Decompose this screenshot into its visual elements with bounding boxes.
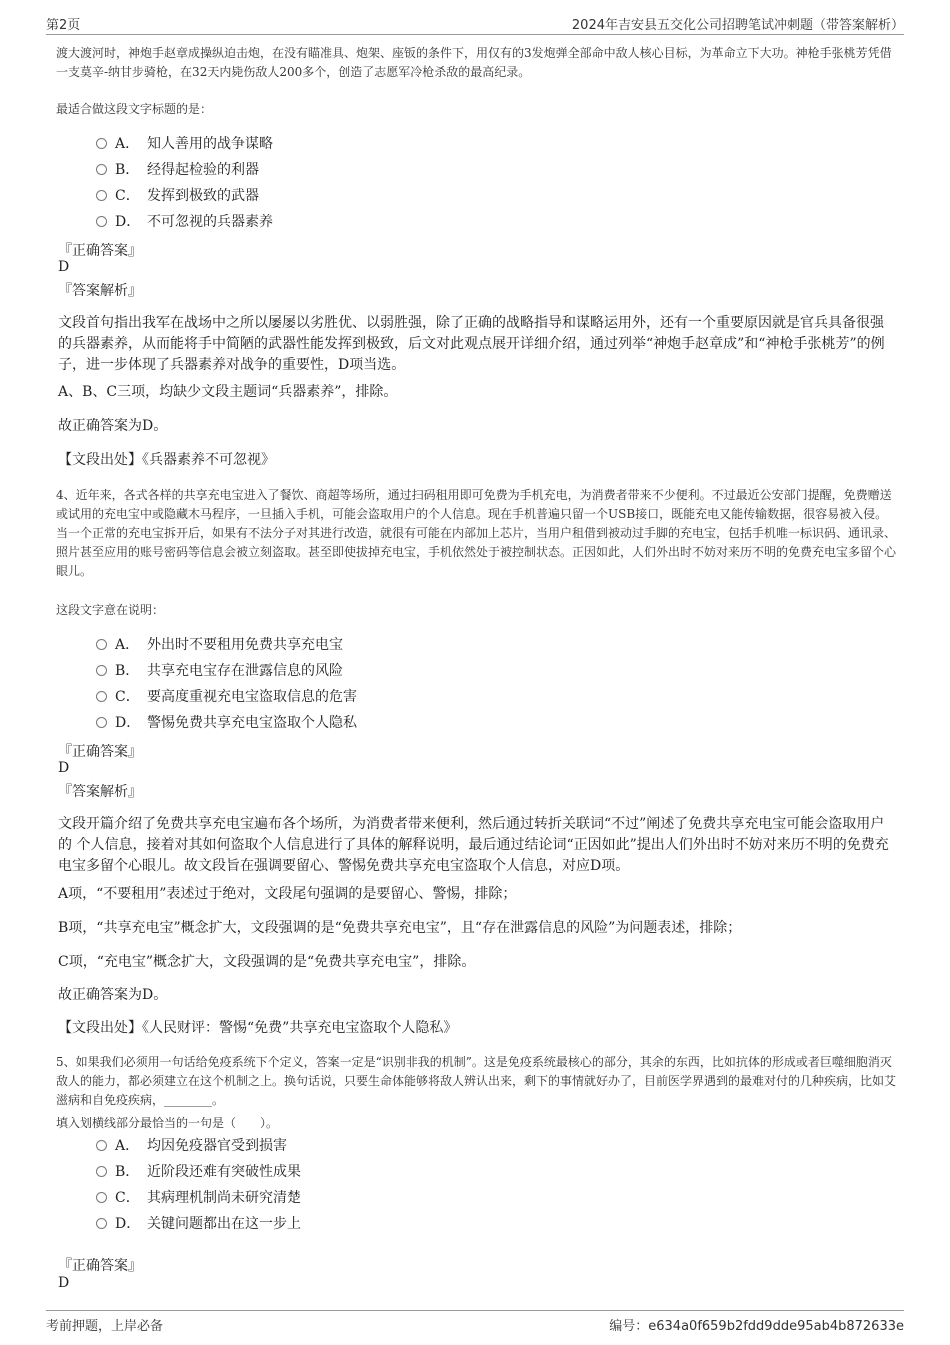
q3-passage: 渡大渡河时，神炮手赵章成操纵迫击炮，在没有瞄准具、炮架、座钣的条件下，用仅有的3发炮弹全部命中敌人核心目标，为革命立下大功。神枪手张桃芳凭借一支莫辛-纳甘步骑枪，在32天内毙伤敌人200多个，创造了志愿军冷枪杀敌的最高纪录。 xyxy=(56,46,892,79)
document-id: 编号：e634a0f659b2fdd9dde95ab4b872633e xyxy=(609,1319,904,1334)
q5-option-c[interactable]: C． 其病理机制尚未研究清楚 xyxy=(96,1188,301,1208)
document-title: 2024年吉安县五交化公司招聘笔试冲刺题（带答案解析） xyxy=(571,18,904,33)
radio-icon[interactable] xyxy=(96,665,107,676)
q5-option-b[interactable]: B． 近阶段还难有突破性成果 xyxy=(96,1162,301,1182)
q4-answer: D xyxy=(58,760,70,776)
footer-slogan: 考前押题，上岸必备 xyxy=(46,1319,164,1334)
radio-icon[interactable] xyxy=(96,1218,107,1229)
q3-analysis-label: 『答案解析』 xyxy=(58,283,142,299)
radio-icon[interactable] xyxy=(96,691,107,702)
q5-passage: 5、如果我们必须用一句话给免疫系统下个定义，答案一定是“识别非我的机制”。这是免疫系统最核心的部分，其余的东西，比如抗体的形成或者巨噬细胞消灭敌人的能力，都必须建立在这个机制之上。换句话说，只要生命体能够将敌人辨认出来，剩下的事情就好办了，目前医学界遇到的最难对付的几种疾病，比如艾滋病和自免疫疾病，________。 xyxy=(56,1055,897,1107)
radio-icon[interactable] xyxy=(96,639,107,650)
q5-option-a[interactable]: A． 均因免疫器官受到损害 xyxy=(96,1136,287,1156)
q3-question: 最适合做这段文字标题的是： xyxy=(56,102,213,116)
q4-analysis-label: 『答案解析』 xyxy=(58,784,142,800)
q3-option-c[interactable]: C． 发挥到极致的武器 xyxy=(96,186,259,206)
q5-answer-label: 『正确答案』 xyxy=(58,1258,142,1274)
radio-icon[interactable] xyxy=(96,1192,107,1203)
q3-analysis-text: 文段首句指出我军在战场中之所以屡屡以劣胜优、以弱胜强，除了正确的战略指导和谋略运用外，还有一个重要原因就是官兵具备很强的兵器素养，从而能将手中简陋的武器性能发挥到极致，后文对此观点展开详细介绍，通过列举“神炮手赵章成”和“神枪手张桃芳”的例子，进一步体现了兵器素养对战争的重要性，D项当选。 xyxy=(58,315,885,373)
q3-analysis-elim: A、B、C三项，均缺少文段主题词“兵器素养”，排除。 xyxy=(58,384,398,400)
q4-passage: 4、近年来，各式各样的共享充电宝进入了餐饮、商超等场所，通过扫码租用即可免费为手机充电，为消费者带来不少便利。不过最近公安部门提醒，免费赠送或试用的充电宝中或隐藏木马程序，一旦插入手机，可能会盗取用户的个人信息。现在手机普遍只留一个USB接口，既能充电又能传输数据，很容易被入侵。当一个正常的充电宝拆开后，如果有不法分子对其进行改造，就很有可能在内部加上芯片，当用户租借到被动过手脚的充电宝，包括手机唯一标识码、通讯录、照片甚至应用的账号密码等信息会被立刻盗取。甚至即使拔掉充电宝，手机依然处于被控制状态。正因如此，人们外出时不妨对来历不明的免费充电宝多留个心眼儿。 xyxy=(56,488,897,578)
q4-source: 【文段出处】《人民财评：警惕“免费”共享充电宝盗取个人隐私》 xyxy=(58,1020,458,1036)
q5-question: 填入划横线部分最恰当的一句是（ ）。 xyxy=(56,1116,279,1130)
radio-icon[interactable] xyxy=(96,1140,107,1151)
page-header xyxy=(46,12,904,35)
q3-option-a[interactable]: A． 知人善用的战争谋略 xyxy=(96,134,273,154)
q4-option-d[interactable]: D． 警惕免费共享充电宝盗取个人隐私 xyxy=(96,713,357,733)
radio-icon[interactable] xyxy=(96,216,107,227)
q4-question: 这段文字意在说明： xyxy=(56,603,165,617)
q4-analysis-a: A项，“不要租用”表述过于绝对，文段尾句强调的是要留心、警惕，排除； xyxy=(58,886,517,902)
q3-analysis-conclusion: 故正确答案为D。 xyxy=(58,418,168,434)
q3-answer-label: 『正确答案』 xyxy=(58,243,142,259)
q4-analysis-b: B项，“共享充电宝”概念扩大，文段强调的是“免费共享充电宝”，且“存在泄露信息的风险”为问题表述，排除； xyxy=(58,920,742,936)
q5-option-d[interactable]: D． 关键问题都出在这一步上 xyxy=(96,1214,301,1234)
page-number: 第2页 xyxy=(46,18,81,33)
radio-icon[interactable] xyxy=(96,164,107,175)
q4-option-b[interactable]: B． 共享充电宝存在泄露信息的风险 xyxy=(96,661,343,681)
radio-icon[interactable] xyxy=(96,190,107,201)
q4-option-c[interactable]: C． 要高度重视充电宝盗取信息的危害 xyxy=(96,687,357,707)
q4-analysis-conclusion: 故正确答案为D。 xyxy=(58,987,168,1003)
q3-option-b[interactable]: B． 经得起检验的利器 xyxy=(96,160,259,180)
radio-icon[interactable] xyxy=(96,138,107,149)
radio-icon[interactable] xyxy=(96,1166,107,1177)
q3-option-d[interactable]: D． 不可忽视的兵器素养 xyxy=(96,212,273,232)
radio-icon[interactable] xyxy=(96,717,107,728)
q3-source: 【文段出处】《兵器素养不可忽视》 xyxy=(58,452,275,468)
q4-analysis-text: 文段开篇介绍了免费共享充电宝遍布各个场所，为消费者带来便利，然后通过转折关联词“不过”阐述了免费共享充电宝可能会盗取用户 的 个人信息，接着对其如何盗取个人信息进行了具体的解释说明，最后通过结论词“正因如此”提出人们外出时不妨对来历不明的免费充电宝多留个心眼儿。故文段旨在强调要留心、警惕免费共享充电宝盗取个人信息，对应D项。 xyxy=(58,816,889,874)
q4-answer-label: 『正确答案』 xyxy=(58,744,142,760)
q4-analysis-c: C项，“充电宝”概念扩大，文段强调的是“免费共享充电宝”，排除。 xyxy=(58,954,476,970)
q5-answer: D xyxy=(58,1275,70,1291)
q3-answer: D xyxy=(58,259,70,275)
page-footer xyxy=(46,1310,904,1335)
q4-option-a[interactable]: A． 外出时不要租用免费共享充电宝 xyxy=(96,635,343,655)
